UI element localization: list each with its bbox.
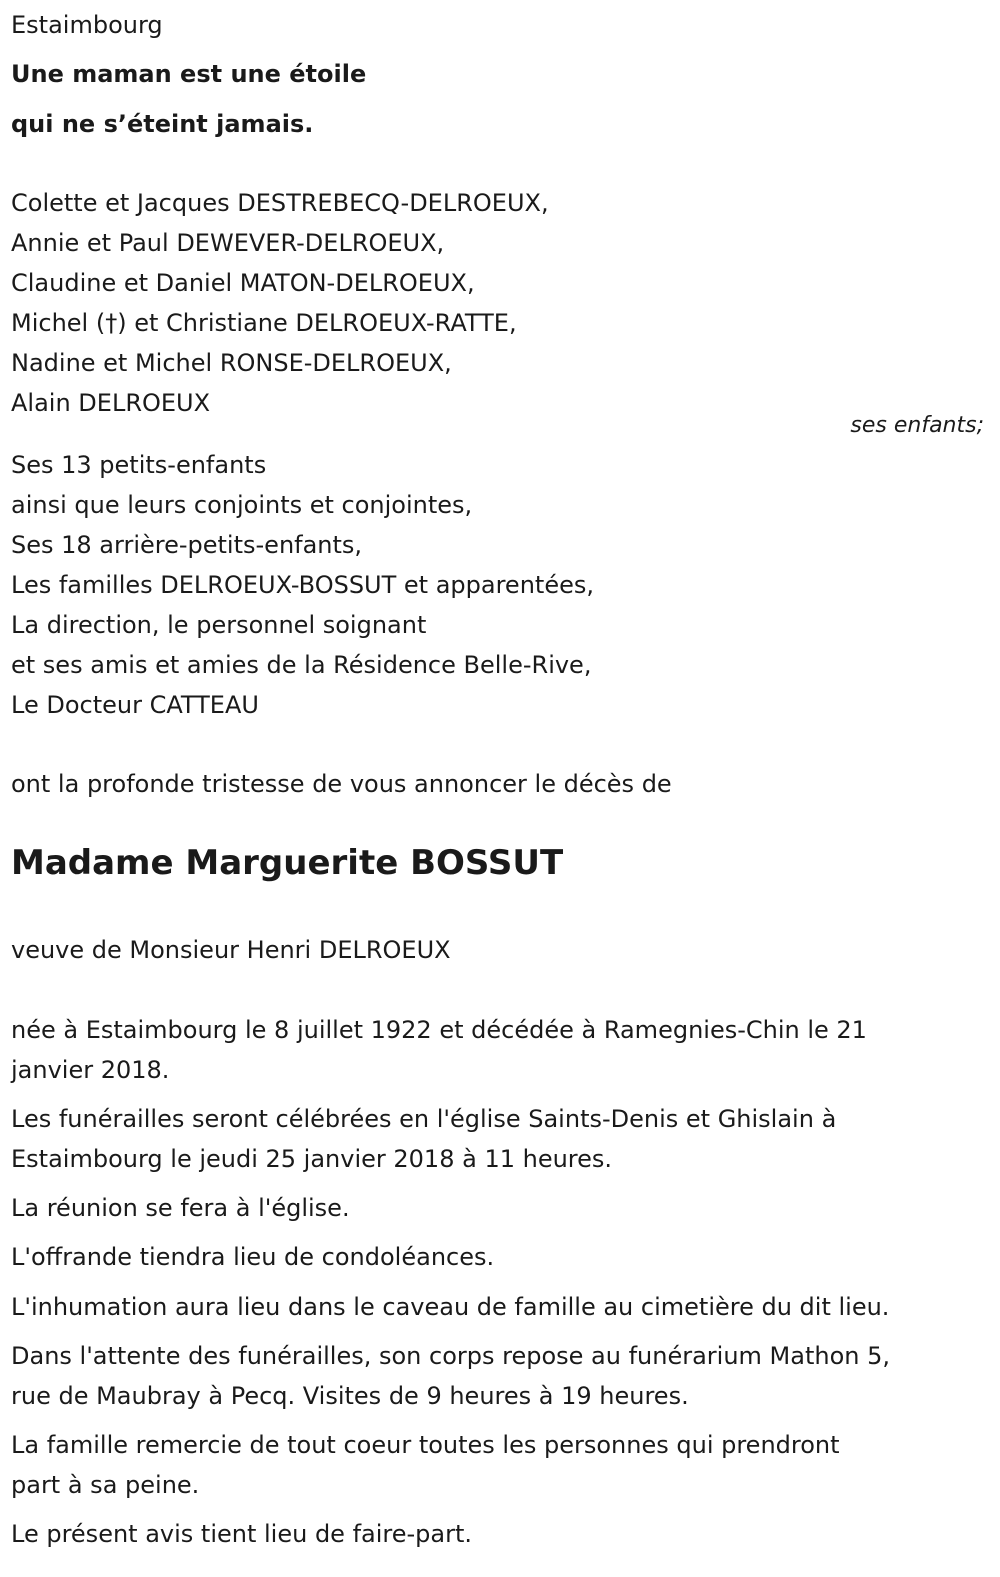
- child-line: Alain DELROEUX: [11, 389, 211, 417]
- detail-line: Estaimbourg le jeudi 25 janvier 2018 à 11 heures.: [11, 1145, 613, 1173]
- quote-line-2: qui ne s’éteint jamais.: [11, 110, 314, 138]
- detail-line: L'inhumation aura lieu dans le caveau de famille au cimetière du dit lieu.: [11, 1293, 890, 1321]
- family-line: Les familles DELROEUX-BOSSUT et apparentées,: [11, 571, 594, 599]
- family-line: Ses 18 arrière-petits-enfants,: [11, 531, 363, 559]
- detail-line: janvier 2018.: [11, 1056, 170, 1084]
- announcement: ont la profonde tristesse de vous annoncer le décès de: [11, 770, 672, 798]
- children-label: ses enfants;: [850, 413, 984, 438]
- detail-line: part à sa peine.: [11, 1471, 200, 1499]
- deceased-name: Madame Marguerite BOSSUT: [11, 843, 564, 883]
- family-line: ainsi que leurs conjoints et conjointes,: [11, 491, 473, 519]
- detail-line: Dans l'attente des funérailles, son corps repose au funérarium Mathon 5,: [11, 1342, 891, 1370]
- child-line: Colette et Jacques DESTREBECQ-DELROEUX,: [11, 189, 549, 217]
- location: Estaimbourg: [11, 11, 163, 39]
- child-line: Nadine et Michel RONSE-DELROEUX,: [11, 349, 452, 377]
- detail-line: rue de Maubray à Pecq. Visites de 9 heures à 19 heures.: [11, 1382, 689, 1410]
- child-line: Claudine et Daniel MATON-DELROEUX,: [11, 269, 475, 297]
- family-line: Le Docteur CATTEAU: [11, 691, 259, 719]
- detail-line: Le présent avis tient lieu de faire-part.: [11, 1520, 473, 1548]
- widow-of: veuve de Monsieur Henri DELROEUX: [11, 936, 451, 964]
- detail-line: L'offrande tiendra lieu de condoléances.: [11, 1243, 495, 1271]
- detail-line: La famille remercie de tout coeur toutes les personnes qui prendront: [11, 1431, 840, 1459]
- child-line: Michel (†) et Christiane DELROEUX-RATTE,: [11, 309, 517, 337]
- detail-line: née à Estaimbourg le 8 juillet 1922 et décédée à Ramegnies-Chin le 21: [11, 1016, 867, 1044]
- child-line: Annie et Paul DEWEVER-DELROEUX,: [11, 229, 445, 257]
- detail-line: La réunion se fera à l'église.: [11, 1194, 350, 1222]
- family-line: et ses amis et amies de la Résidence Belle-Rive,: [11, 651, 592, 679]
- family-line: Ses 13 petits-enfants: [11, 451, 267, 479]
- family-line: La direction, le personnel soignant: [11, 611, 427, 639]
- detail-line: Les funérailles seront célébrées en l'église Saints-Denis et Ghislain à: [11, 1105, 837, 1133]
- quote-line-1: Une maman est une étoile: [11, 60, 367, 88]
